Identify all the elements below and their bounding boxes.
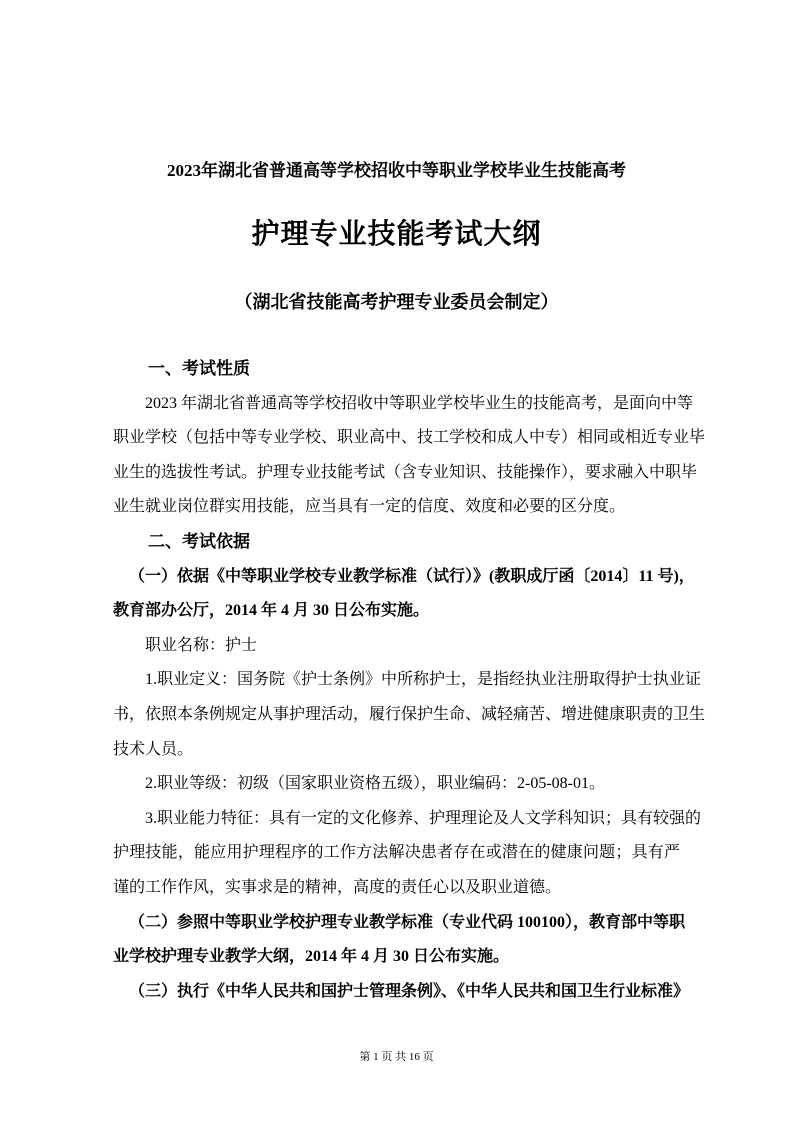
paragraph-line: 2023 年湖北省普通高等学校招收中等职业学校毕业生的技能高考，是面向中等 xyxy=(145,394,694,412)
definition-line: 书，依照本条例规定从事护理活动，履行保护生命、减轻痛苦、增进健康职责的卫生 xyxy=(113,705,706,723)
document-title-line1: 2023年湖北省普通高等学校招收中等职业学校毕业生技能高考 xyxy=(167,161,626,180)
definition-line: 技术人员。 xyxy=(113,740,194,758)
paragraph-line: 业生就业岗位群实用技能，应当具有一定的信度、效度和必要的区分度。 xyxy=(113,498,626,516)
basis-item-1-line: 教育部办公厅，2014 年 4 月 30 日公布实施。 xyxy=(113,602,430,620)
basis-item-1-line: （一）依据《中等职业学校专业教学标准（试行）》(教职成厅函〔2014〕11 号)， xyxy=(129,567,695,585)
definition-line: 1.职业定义：国务院《护士条例》中所称护士，是指经执业注册取得护士执业证 xyxy=(145,671,702,689)
paragraph-line: 职业学校（包括中等专业学校、职业高中、技工学校和成人中专）相同或相近专业毕 xyxy=(113,429,706,447)
document-body xyxy=(113,352,706,1009)
ability-line: 谨的工作作风，实事求是的精神，高度的责任心以及职业道德。 xyxy=(113,878,562,896)
section-heading-nature: 一、考试性质 xyxy=(148,359,250,378)
document-title: 护理专业技能考试大纲 xyxy=(251,219,542,250)
section-heading-basis: 二、考试依据 xyxy=(148,531,250,551)
basis-item-2-line: （二）参照中等职业学校护理专业教学标准（专业代码 100100），教育部中等职 xyxy=(129,913,686,931)
basis-item-3-line: （三）执行《中华人民共和国护士管理条例》、《中华人民共和国卫生行业标准》 xyxy=(129,982,690,1000)
document-subtitle: （湖北省技能高考护理专业委员会制定） xyxy=(234,292,559,312)
basis-item-2-line: 业学校护理专业教学大纲，2014 年 4 月 30 日公布实施。 xyxy=(113,948,510,966)
paragraph-line: 业生的选拔性考试。护理专业技能考试（含专业知识、技能操作），要求融入中职毕 xyxy=(113,463,698,481)
ability-line: 3.职业能力特征：具有一定的文化修养、护理理论及人文学科知识；具有较强的 xyxy=(145,809,702,827)
occupation-name: 职业名称：护士 xyxy=(145,636,258,654)
occupation-level: 2.职业等级：初级（国家职业资格五级），职业编码：2-05-08-01。 xyxy=(145,775,605,793)
page-number: 第 1 页 共 16 页 xyxy=(359,1051,434,1063)
ability-line: 护理技能，能应用护理程序的工作方法解决患者存在或潜在的健康问题；具有严 xyxy=(113,844,680,862)
